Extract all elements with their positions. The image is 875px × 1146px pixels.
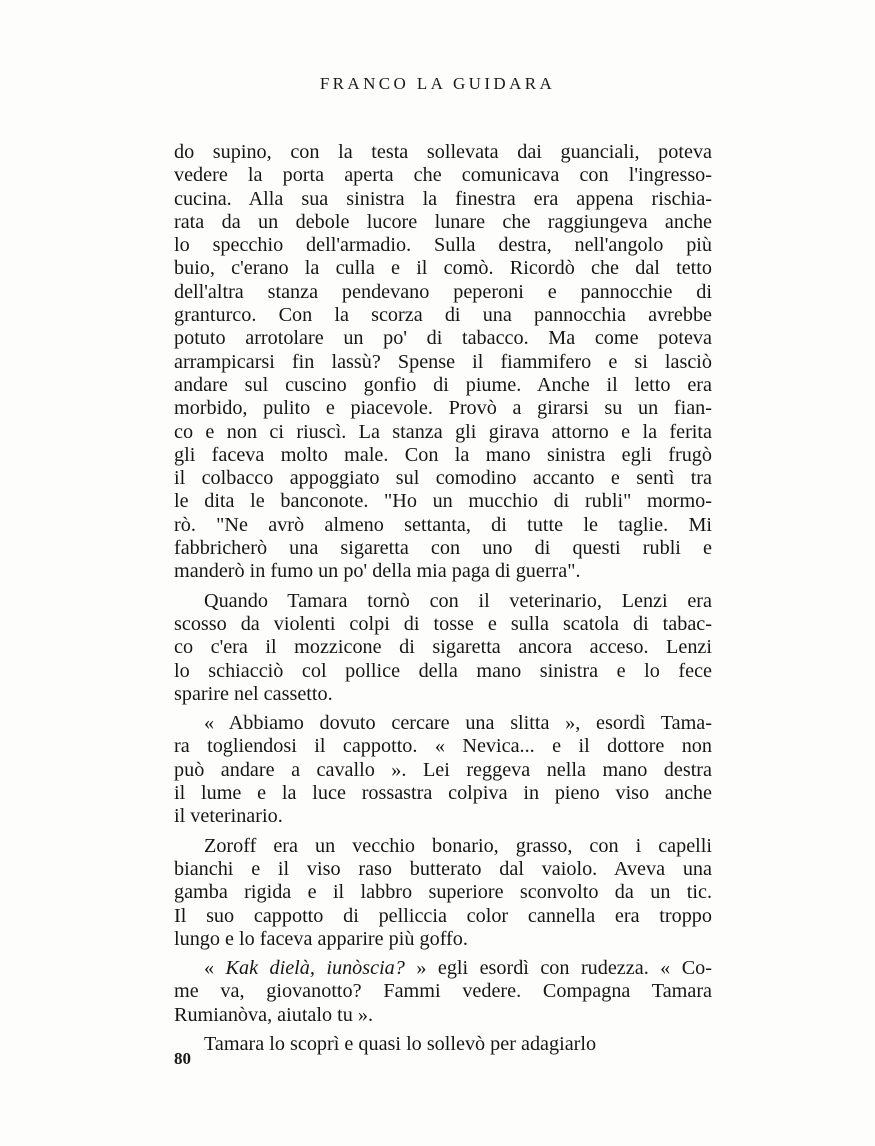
paragraph [174, 835, 712, 951]
paragraph [174, 590, 712, 706]
text-line: scosso da violenti colpi di tosse e sulla scatola di tabac- [174, 612, 712, 635]
text-line: rata da un debole lucore lunare che raggiungeva anche [174, 210, 712, 233]
text-line: lungo e lo faceva apparire più goffo. [174, 927, 468, 950]
text-line: ra togliendosi il cappotto. « Nevica... e il dottore non [174, 735, 712, 758]
text-line: può andare a cavallo ». Lei reggeva nella mano destra [174, 758, 712, 781]
text-line: Tamara lo scoprì e quasi lo sollevò per adagiarlo [204, 1032, 597, 1055]
text-line: Il suo cappotto di pelliccia color cannella era troppo [174, 904, 712, 927]
text-line: « Abbiamo dovuto cercare una slitta », esordì Tama- [204, 712, 712, 735]
text-line: fabbricherò una sigaretta con uno di questi rubli e [174, 537, 712, 560]
text-line: cucina. Alla sua sinistra la finestra era appena rischia- [174, 187, 712, 210]
text-line: Rumianòva, aiutalo tu ». [174, 1003, 374, 1026]
text-line: co e non ci riuscì. La stanza gli girava attorno e la ferita [174, 420, 712, 443]
page-number: 80 [174, 1049, 191, 1068]
running-header: FRANCO LA GUIDARA [319, 74, 556, 93]
text-line: Zoroff era un vecchio bonario, grasso, con i capelli [204, 834, 712, 857]
paragraph [174, 712, 712, 828]
body-text [174, 141, 712, 1056]
text-line: il lume e la luce rossastra colpiva in pieno viso anche [174, 782, 712, 805]
paragraph [174, 141, 712, 584]
text-line: potuto arrotolare un po' di tabacco. Ma come poteva [174, 327, 712, 350]
text-line: Quando Tamara tornò con il veterinario, Lenzi era [204, 589, 712, 612]
text-line: andare sul cuscino gonfio di piume. Anche il letto era [174, 373, 712, 396]
text-line: gamba rigida e il labbro superiore sconvolto da un tic. [174, 881, 712, 904]
italic-phrase: Kak dielà, iunòscia? [225, 957, 405, 980]
text-line: me va, giovanotto? Fammi vedere. Compagna Tamara [174, 980, 712, 1003]
text-line: le dita le banconote. "Ho un mucchio di rubli" mormo- [174, 490, 712, 513]
text-line: lo schiacciò col pollice della mano sinistra e lo fece [174, 659, 712, 682]
text-line: il colbacco appoggiato sul comodino accanto e sentì tra [174, 467, 712, 490]
text-line: co c'era il mozzicone di sigaretta ancora acceso. Lenzi [174, 636, 712, 659]
text-line: « Kak dielà, iunòscia? » egli esordì con rudezza. « Co- [204, 957, 713, 980]
text-line: il veterinario. [174, 805, 283, 828]
text-line: morbido, pulito e piacevole. Provò a girarsi su un fian- [174, 397, 712, 420]
text-line: bianchi e il viso raso butterato dal vaiolo. Aveva una [174, 857, 712, 880]
text-line: do supino, con la testa sollevata dai guanciali, poteva [174, 141, 712, 163]
text-line: gli faceva molto male. Con la mano sinistra egli frugò [174, 443, 712, 466]
text-line: sparire nel cassetto. [174, 682, 333, 705]
text-line: granturco. Con la scorza di una pannocchia avrebbe [174, 304, 712, 327]
text-line: buio, c'erano la culla e il comò. Ricordò che dal tetto [174, 257, 712, 280]
text-line: vedere la porta aperta che comunicava con l'ingresso- [174, 164, 712, 187]
text-line: manderò in fumo un po' della mia paga di guerra". [174, 560, 581, 583]
text-line: lo specchio dell'armadio. Sulla destra, nell'angolo più [174, 234, 712, 257]
text-line: rò. "Ne avrò almeno settanta, di tutte le taglie. Mi [174, 513, 712, 536]
text-line: arrampicarsi fin lassù? Spense il fiammifero e si lasciò [174, 350, 712, 373]
text-line: dell'altra stanza pendevano peperoni e pannocchie di [174, 280, 712, 303]
paragraph [174, 1033, 712, 1056]
paragraph [174, 957, 712, 1027]
